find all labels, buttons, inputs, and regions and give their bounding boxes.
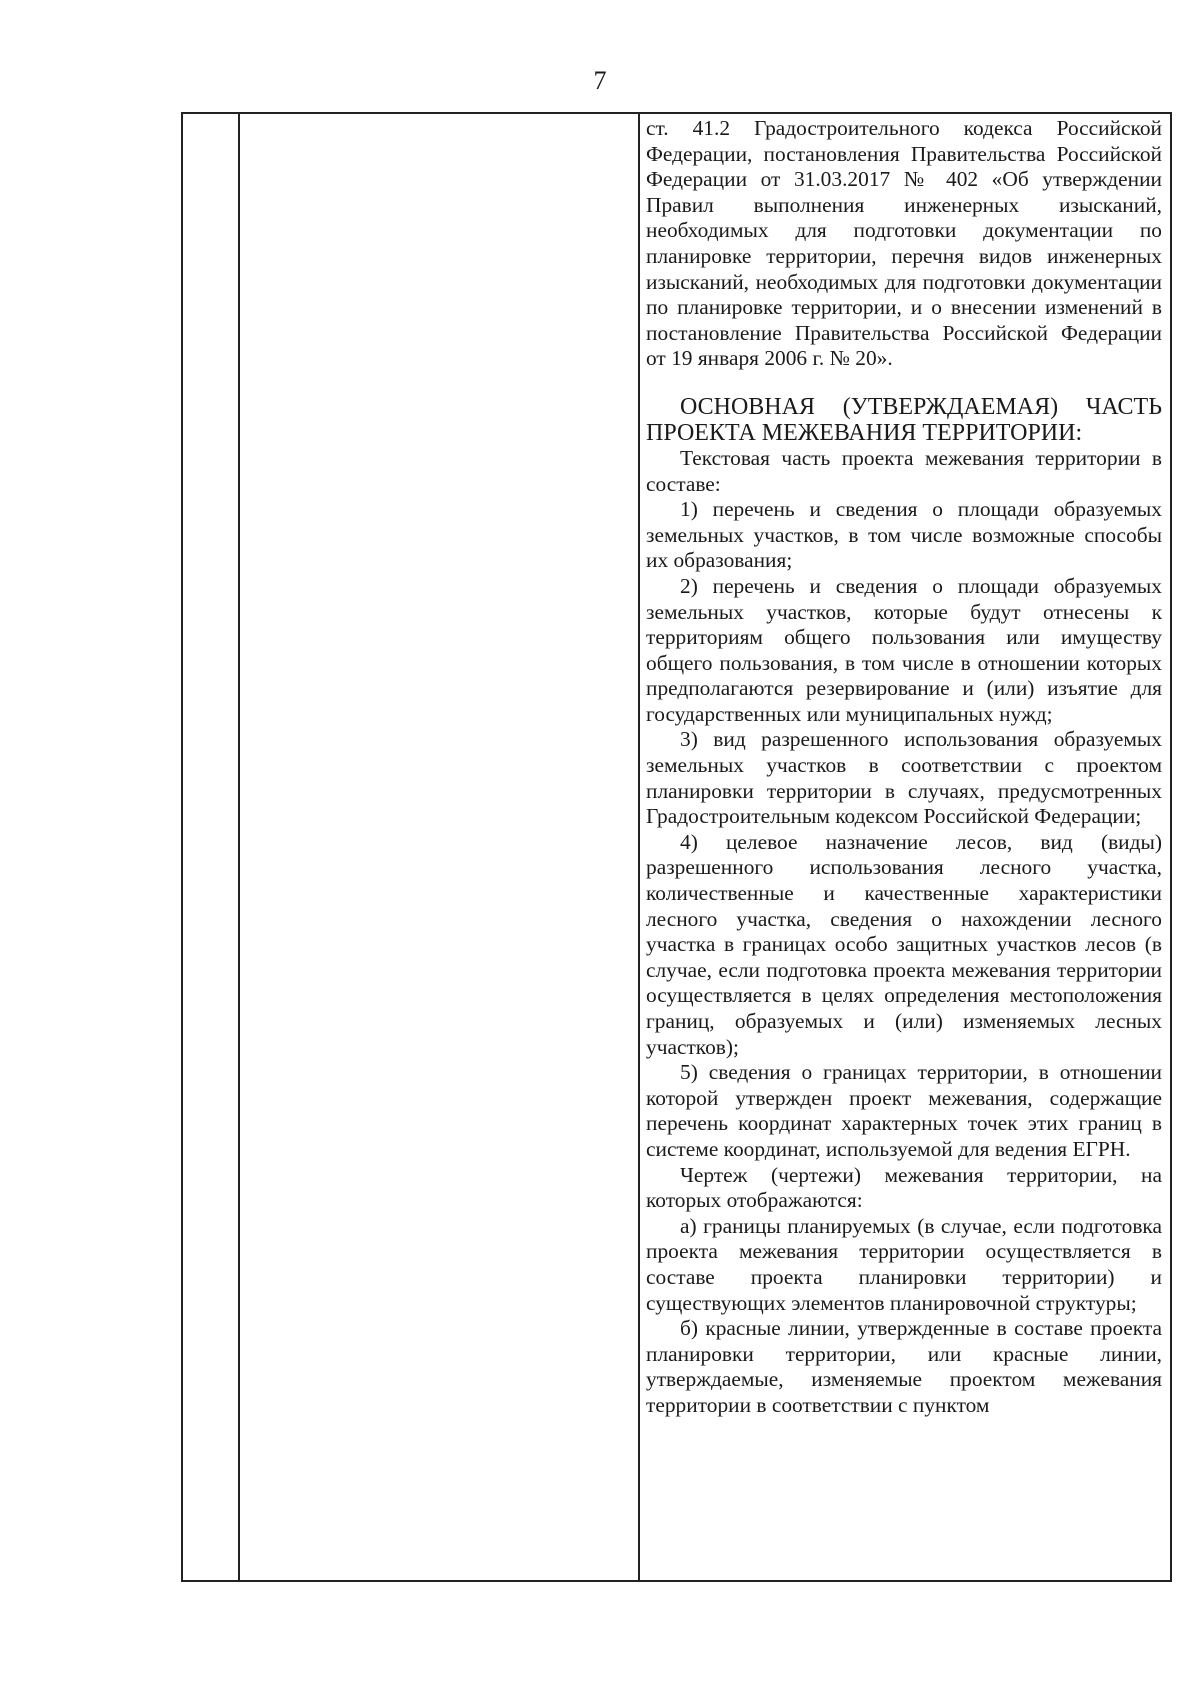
section-heading: ОСНОВНАЯ (УТВЕРЖДАЕМАЯ) ЧАСТЬ ПРОЕКТА МЕЖЕВАНИЯ ТЕРРИТОРИИ: <box>646 393 1162 446</box>
paragraph-text-part: Текстовая часть проекта межевания территории в составе: <box>646 445 1162 496</box>
page-number: 7 <box>593 66 607 95</box>
paragraph-drawings: Чертеж (чертежи) межевания территории, на которых отображаются: <box>646 1162 1162 1213</box>
list-item-3: 3) вид разрешенного использования образуемых земельных участков в соответствии с проектом планировки территории в случаях, предусмотренных Градостроительным кодексом Российской Федерации; <box>646 727 1162 829</box>
column-divider-1 <box>238 114 240 1580</box>
list-item-4: 4) целевое назначение лесов, вид (виды) разрешенного использования лесного участка, количественные и качественные характеристики лесного участка, сведения о нахождении лесного участка в границах особо защитных участков лесов (в случае, если подготовка проекта межевания территории осуществляется в целях определения местоположения границ, образуемых и (или) изменяемых лесных участков); <box>646 829 1162 1059</box>
content-cell <box>646 116 1162 1419</box>
list-item-2: 2) перечень и сведения о площади образуемых земельных участков, которые будут отнесены к территориям общего пользования или имуществу общего пользования, в том числе в отношении которых предполагаются резервирование и (или) изъятие для государственных или муниципальных нужд; <box>646 573 1162 726</box>
list-item-5: 5) сведения о границах территории, в отношении которой утвержден проект межевания, содержащие перечень координат характерных точек этих границ в системе координат, используемой для ведения ЕГРН. <box>646 1060 1162 1161</box>
list-item-1: 1) перечень и сведения о площади образуемых земельных участков, в том числе возможные способы их образования; <box>646 497 1162 573</box>
paragraph-legal-basis: ст. 41.2 Градостроительного кодекса Российской Федерации, постановления Правительства Российской Федерации от 31.03.2017 № 402 «Об утверждении Правил выполнения инженерных изысканий, необходимых для подготовки документации по планировке территории, перечня видов инженерных изысканий, необходимых для подготовки документации по планировке территории, и о внесении изменений в постановление Правительства Российской Федерации от 19 января 2006 г. № 20». <box>646 116 1162 371</box>
document-table <box>181 112 1172 1582</box>
list-item-a: а) границы планируемых (в случае, если подготовка проекта межевания территории осуществляется в составе проекта планировки территории) и существующих элементов планировочной структуры; <box>646 1213 1162 1315</box>
list-item-b: б) красные линии, утвержденные в составе проекта планировки территории, или красные линии, утверждаемые, изменяемые проектом межевания территории в соответствии с пунктом <box>646 1316 1162 1417</box>
column-divider-2 <box>638 114 640 1580</box>
